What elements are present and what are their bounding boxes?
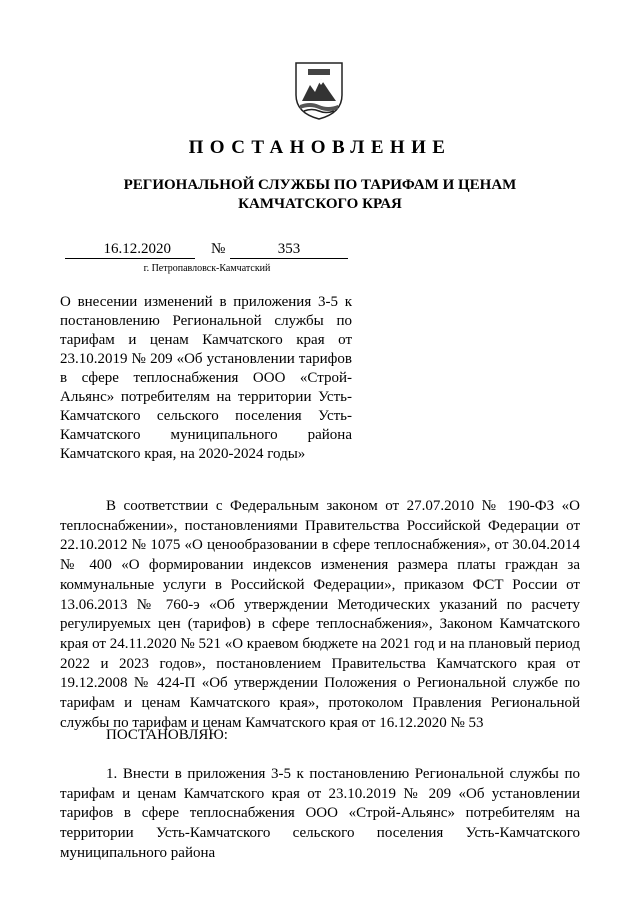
issuer-line-2: КАМЧАТСКОГО КРАЯ bbox=[238, 196, 402, 212]
document-subject: О внесении изменений в приложения 3-5 к постановлению Региональной службы по тарифам и ценам Камчатского края от 23.10.2019 № 209 «Об установлении тарифов в сфере теплоснабжения ООО «Строй-Альянс» потребителям на территории Усть-Камчатского сельского поселения Усть-Камчатского муниципального района Камчатского края, на 2020-2024 годы» bbox=[60, 294, 352, 462]
kamchatka-coat-of-arms-icon bbox=[294, 61, 344, 121]
number-sign: № bbox=[211, 241, 226, 257]
issuer-line-1: РЕГИОНАЛЬНОЙ СЛУЖБЫ ПО ТАРИФАМ И ЦЕНАМ bbox=[123, 177, 517, 193]
decree-word: ПОСТАНОВЛЯЮ: bbox=[106, 727, 228, 743]
clause-1-paragraph: 1. Внести в приложения 3-5 к постановлению Региональной службы по тарифам и ценам Камчатского края от 23.10.2019 № 209 «Об установлении тарифов в сфере теплоснабжения ООО «Строй-Альянс» потребителям на территории Усть-Камчатского сельского поселения Усть-Камчатского муниципального района bbox=[60, 766, 580, 861]
document-type-heading: ПОСТАНОВЛЕНИЕ bbox=[188, 137, 452, 158]
document-number: 353 bbox=[230, 241, 348, 259]
preamble-paragraph: В соответствии с Федеральным законом от 27.07.2010 № 190-ФЗ «О теплоснабжении», постановлениями Правительства Российской Федерации от 22.10.2012 № 1075 «О ценообразовании в сфере теплоснабжения», от 30.04.2014 № 400 «О формировании индексов изменения размера платы граждан за коммунальные услуги в Российской Федерации», приказом ФСТ России от 13.06.2013 № 760-э «Об утверждении Методических указаний по расчету регулируемых цен (тарифов) в сфере теплоснабжения», Законом Камчатского края от 24.11.2020 № 521 «О краевом бюджете на 2021 год и на плановый период 2022 и 2023 годов», постановлением Правительства Камчатского края от 19.12.2008 № 424-П «Об утверждении Положения о Региональной службе по тарифам и ценам Камчатского края», протоколом Правления Региональной службы по тарифам и ценам Камчатского края от 16.12.2020 № 53 bbox=[60, 498, 580, 731]
document-date bbox=[65, 241, 195, 259]
issuer-heading bbox=[60, 176, 580, 214]
issue-city: г. Петропавловск-Камчатский bbox=[143, 263, 271, 274]
document-date-value: 16.12.2020 bbox=[103, 241, 171, 257]
